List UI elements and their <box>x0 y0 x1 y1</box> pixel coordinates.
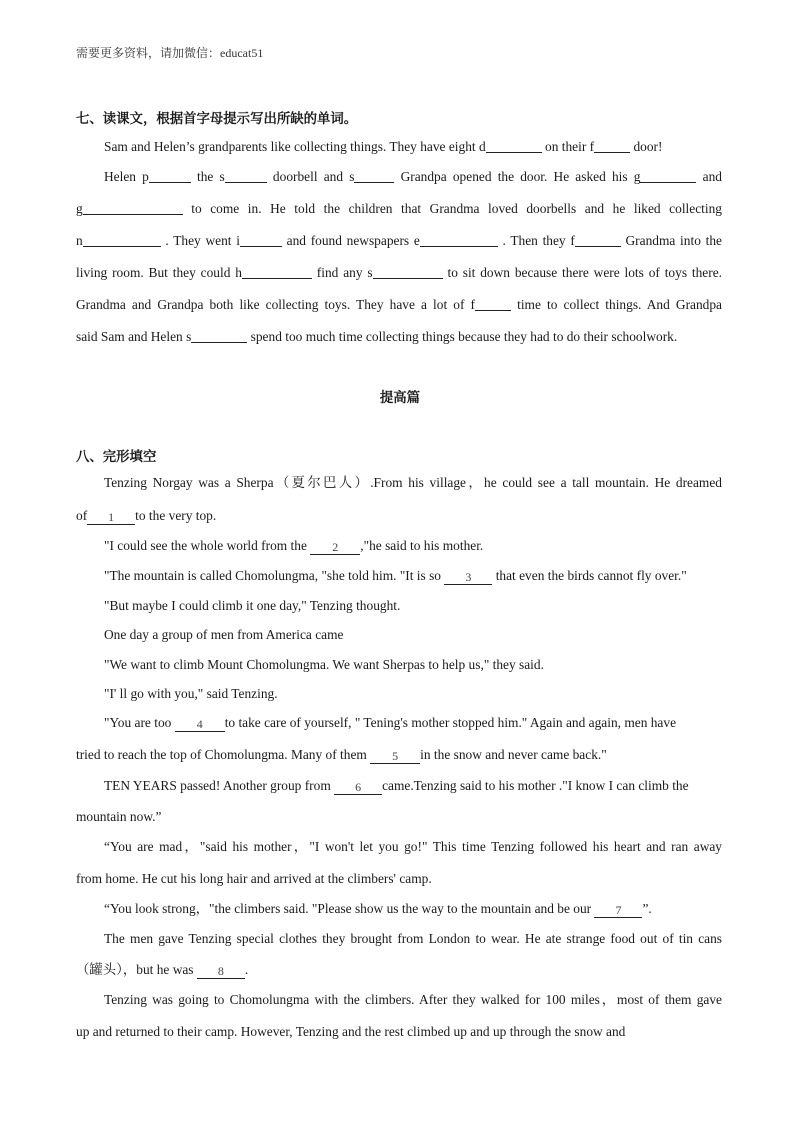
answer-blank[interactable] <box>83 232 161 247</box>
text-segment: that even the birds cannot fly over." <box>492 568 687 583</box>
section8-title: 八、完形填空 <box>76 449 157 464</box>
text-segment: “You look strong，"the climbers said. "Please show us the way to the mountain and be our <box>104 901 595 916</box>
s7-line-5 <box>76 264 722 282</box>
text-segment: in the snow and never came back." <box>420 747 607 762</box>
text-segment: Sam and Helen’s grandparents like collecting things. They have eight d <box>104 139 486 154</box>
s8-line-9 <box>104 714 722 732</box>
s7-line-2 <box>104 168 722 186</box>
answer-blank[interactable] <box>640 168 696 183</box>
text-segment: to take care of yourself, " Tening's mother stopped him." Again and again, men have <box>224 715 677 730</box>
s8-line-2 <box>76 507 722 525</box>
advanced-section-title: 提高篇 <box>379 390 421 405</box>
answer-blank[interactable] <box>149 168 191 183</box>
text-segment: （罐头），but he was <box>76 962 197 977</box>
s8-line-11 <box>104 777 722 795</box>
s8-line-17 <box>76 961 722 979</box>
answer-blank[interactable] <box>575 232 621 247</box>
s8-line-16 <box>104 930 722 948</box>
cloze-blank-4[interactable]: 4 <box>175 717 225 732</box>
answer-blank[interactable] <box>354 168 394 183</box>
s8-line-7: "We want to climb Mount Chomolungma. We want Sherpas to help us," they said. <box>104 657 544 672</box>
text-segment: to sit down because there were lots of toys there. <box>447 265 722 280</box>
text-segment: "The mountain is called Chomolungma, "she told him. "It is so <box>104 568 445 583</box>
s8-line-3 <box>104 537 722 555</box>
text-segment: ”. <box>642 901 652 916</box>
text-segment: time to collect things. And Grandpa <box>517 297 722 312</box>
text-segment: . Then they f <box>502 233 575 248</box>
text-segment: . <box>244 962 249 977</box>
answer-blank[interactable] <box>225 168 267 183</box>
text-segment: the s <box>197 169 225 184</box>
text-segment: doorbell and s <box>272 169 355 184</box>
text-segment: said Sam and Helen s <box>76 329 192 344</box>
cloze-blank-5[interactable]: 5 <box>370 749 420 764</box>
text-segment: to the very top. <box>135 508 217 523</box>
s8-line-5: "But maybe I could climb it one day," Tenzing thought. <box>104 598 401 613</box>
answer-blank[interactable] <box>486 138 542 153</box>
text-segment: to come in. He told the children that Grandma loved doorbells and he liked collecting <box>191 201 722 216</box>
text-segment: "I could see the whole world from the <box>104 538 311 553</box>
answer-blank[interactable] <box>83 200 183 215</box>
cloze-blank-7[interactable]: 7 <box>594 903 642 918</box>
cloze-blank-3[interactable]: 3 <box>444 570 492 585</box>
text-segment: ,"he said to his mother. <box>360 538 484 553</box>
text-segment: The men gave Tenzing special clothes they brought from London to wear. He ate strange food out of tin cans <box>104 931 722 946</box>
s8-line-19: up and returned to their camp. However, Tenzing and the rest climbed up and up through the snow and <box>76 1024 626 1039</box>
text-segment: Tenzing Norgay was a Sherpa（夏尔巴人）.From his village，he could see a tall mountain. He dreamed <box>104 475 722 490</box>
answer-blank[interactable] <box>373 264 443 279</box>
text-segment: of <box>76 508 88 523</box>
answer-blank[interactable] <box>420 232 498 247</box>
s8-line-1 <box>104 474 722 492</box>
text-segment: Helen p <box>104 169 149 184</box>
text-segment: . They went i <box>165 233 240 248</box>
answer-blank[interactable] <box>594 138 630 153</box>
s8-line-15 <box>104 900 722 918</box>
s7-line-7 <box>76 328 722 346</box>
text-segment: tried to reach the top of Chomolungma. Many of them <box>76 747 371 762</box>
s7-line-4 <box>76 232 722 250</box>
text-segment: n <box>76 233 83 248</box>
answer-blank[interactable] <box>242 264 312 279</box>
s8-line-13 <box>104 838 722 856</box>
cloze-blank-6[interactable]: 6 <box>334 780 382 795</box>
text-segment: Tenzing was going to Chomolungma with the climbers. After they walked for 100 miles，most of them gave <box>104 992 722 1007</box>
text-segment: living room. But they could h <box>76 265 242 280</box>
text-segment: on their f <box>541 139 595 154</box>
text-segment: g <box>76 201 83 216</box>
answer-blank[interactable] <box>191 328 247 343</box>
section7-title: 七、读课文，根据首字母提示写出所缺的单词。 <box>76 111 358 126</box>
answer-blank[interactable] <box>240 232 282 247</box>
text-segment: came.Tenzing said to his mother ."I know I can climb the <box>382 778 689 793</box>
answer-blank[interactable] <box>475 296 511 311</box>
text-segment: “You are mad，"said his mother，"I won't let you go!" This time Tenzing followed his heart and ran away <box>104 839 722 854</box>
s7-line-6 <box>76 296 722 314</box>
cloze-blank-1[interactable]: 1 <box>87 510 135 525</box>
s8-line-8: "I' ll go with you," said Tenzing. <box>104 686 278 701</box>
text-segment: "You are too <box>104 715 175 730</box>
s7-line-1 <box>104 138 722 156</box>
s7-line-3 <box>76 200 722 218</box>
s8-line-12: mountain now.” <box>76 809 162 824</box>
text-segment: Grandma into the <box>625 233 722 248</box>
text-segment: TEN YEARS passed! Another group from <box>104 778 335 793</box>
s8-line-14: from home. He cut his long hair and arrived at the climbers' camp. <box>76 871 432 886</box>
text-segment: and <box>702 169 722 184</box>
text-segment: door! <box>630 139 663 154</box>
s8-line-6: One day a group of men from America came <box>104 627 344 642</box>
text-segment: Grandma and Grandpa both like collecting toys. They have a lot of f <box>76 297 475 312</box>
s8-line-18 <box>104 991 722 1009</box>
cloze-blank-8[interactable]: 8 <box>197 964 245 979</box>
text-segment: find any s <box>316 265 373 280</box>
cloze-blank-2[interactable]: 2 <box>310 540 360 555</box>
s8-line-4 <box>104 567 722 585</box>
text-segment: spend too much time collecting things because they had to do their schoolwork. <box>247 329 678 344</box>
text-segment: Grandpa opened the door. He asked his g <box>400 169 641 184</box>
text-segment: and found newspapers e <box>286 233 420 248</box>
page-header: 需要更多资料，请加微信：educat51 <box>76 46 264 60</box>
s8-line-10 <box>76 746 722 764</box>
